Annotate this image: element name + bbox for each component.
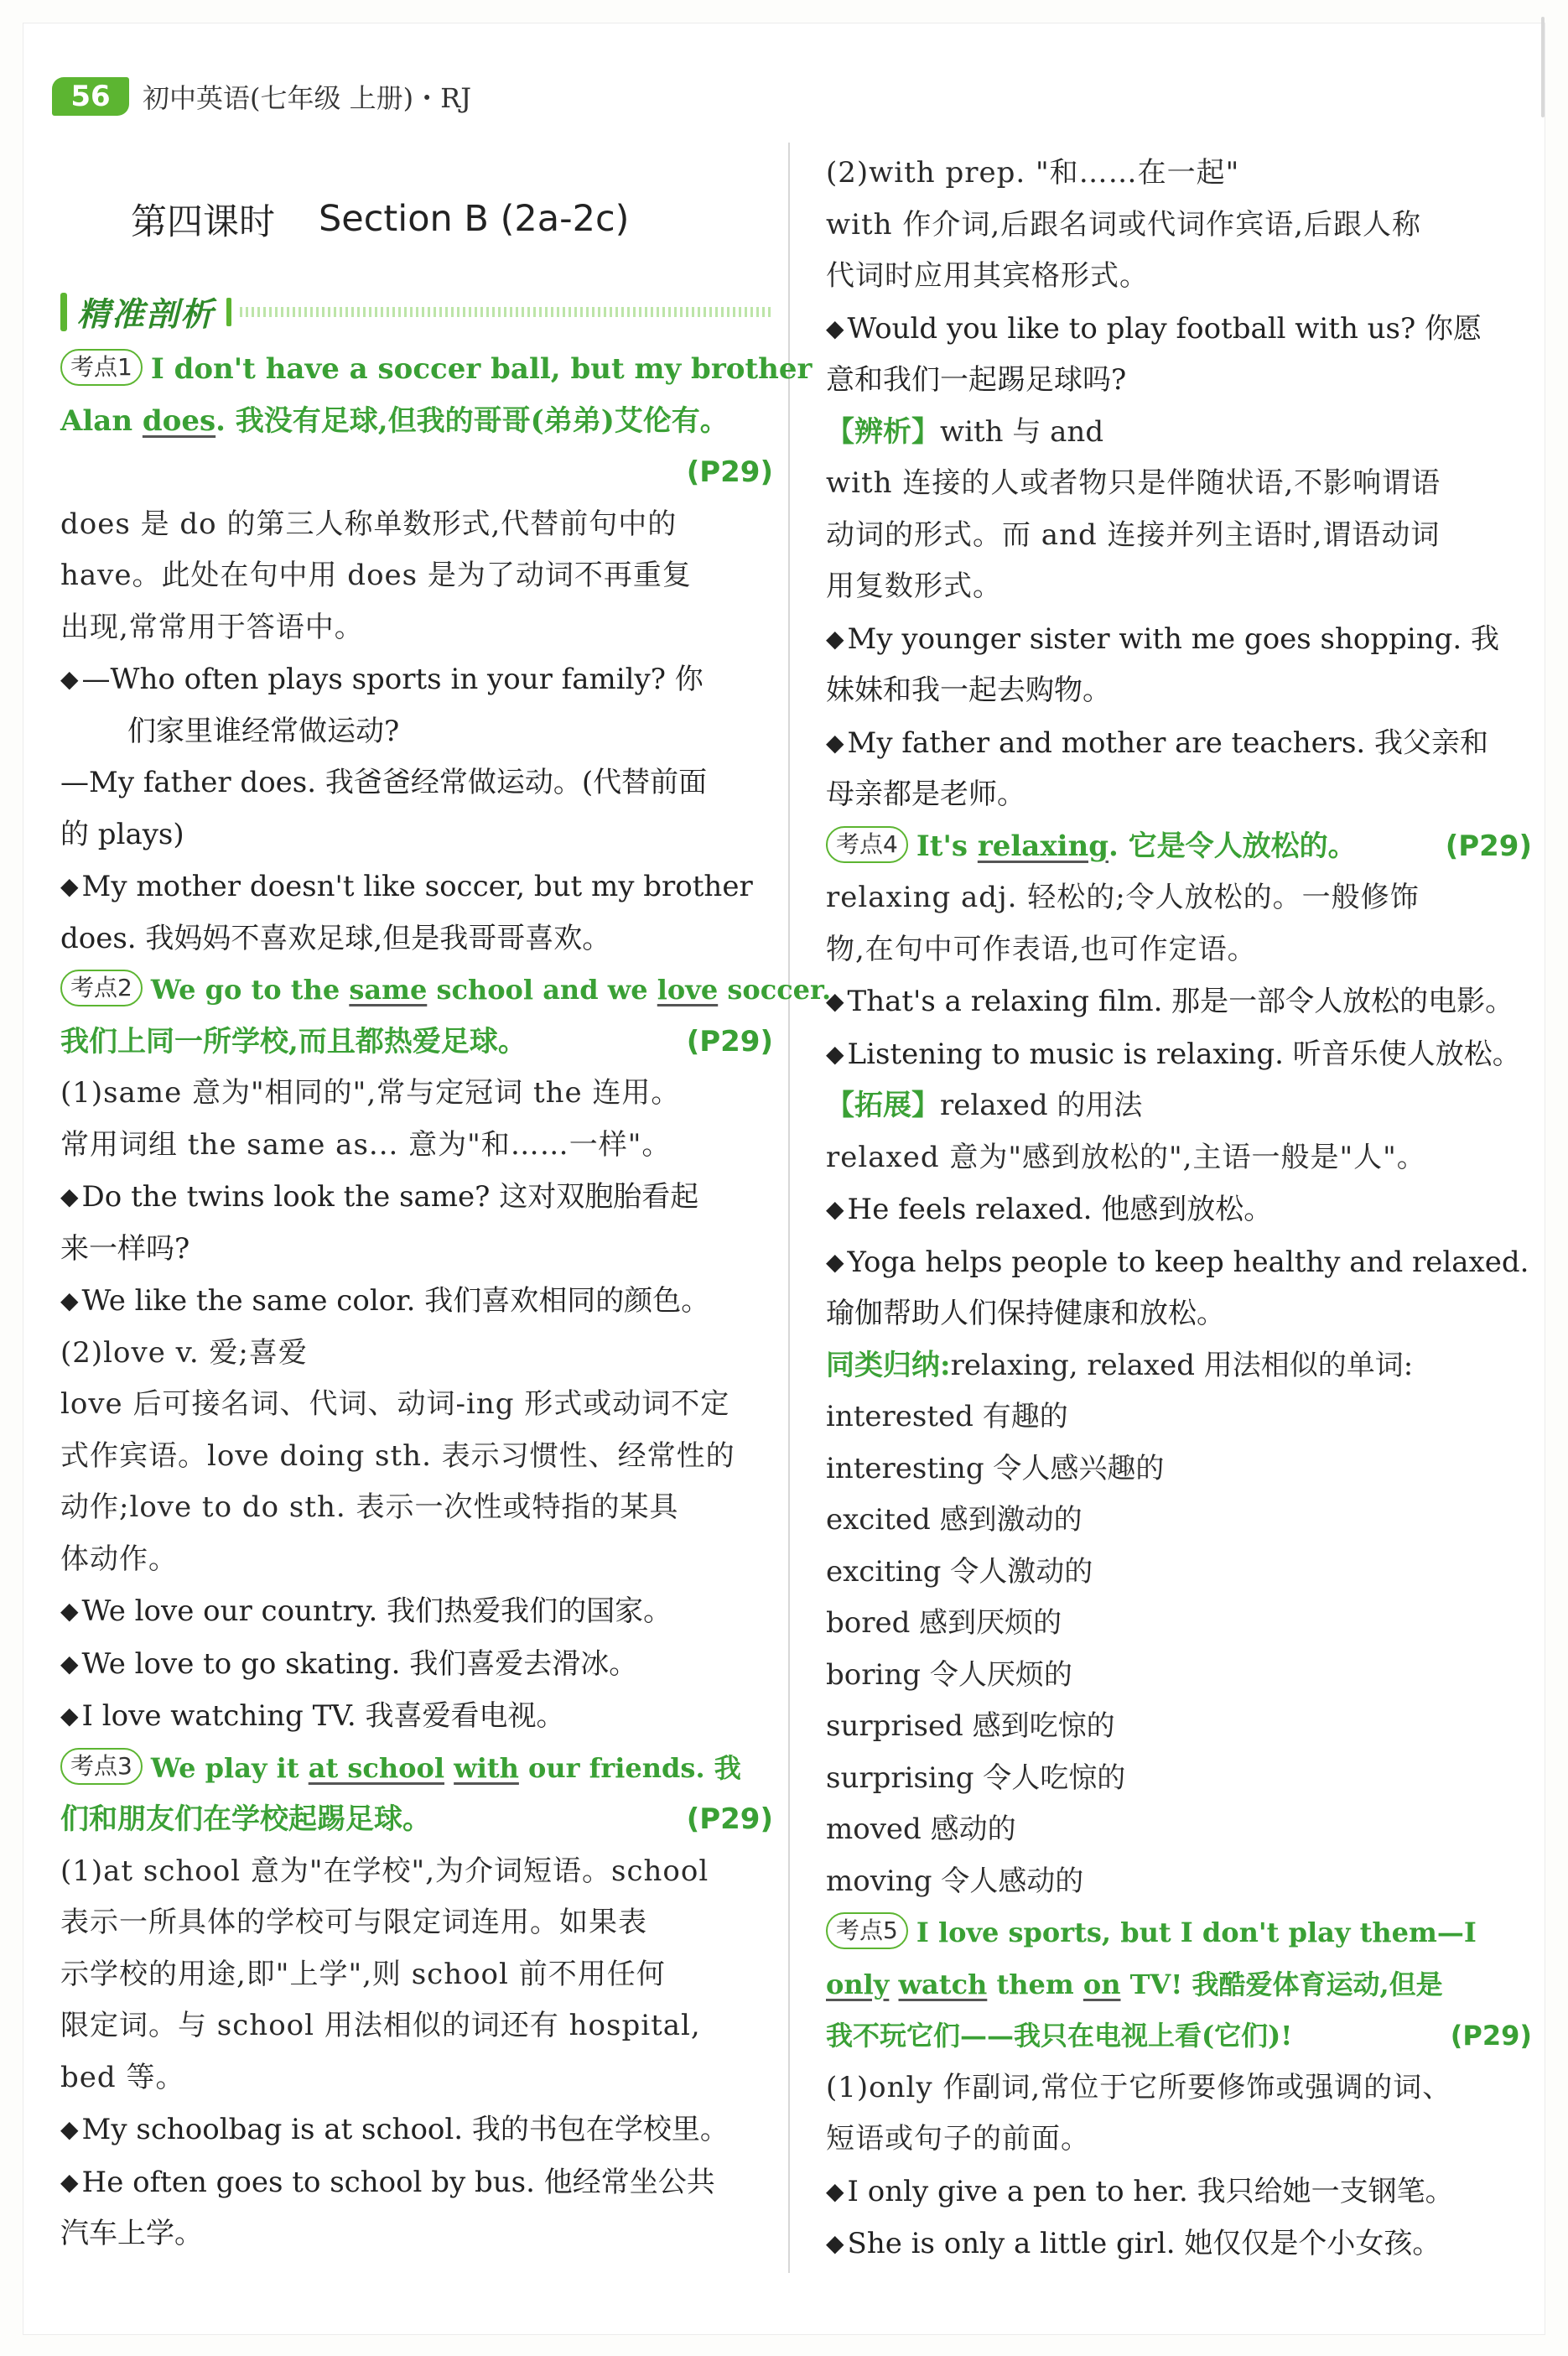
- explanation: love 后可接名词、代词、动词-ing 形式或动词不定: [60, 1387, 730, 1421]
- diamond-icon: ◆: [826, 1039, 844, 1068]
- explanation: 动词的形式。而 and 连接并列主语时,谓语动词: [826, 517, 1441, 552]
- word-item: exciting 令人激动的: [826, 1554, 1093, 1589]
- page-header: [52, 77, 471, 116]
- key-point-badge: 考点4: [826, 826, 908, 863]
- left-column: [60, 151, 832, 2260]
- example: ◆ I only give a pen to her. 我只给她一支钢笔。: [826, 2174, 1454, 2208]
- key-point-4: [826, 821, 1532, 1908]
- underlined-word: with: [454, 1751, 519, 1784]
- key-point-heading-cont: [60, 396, 773, 448]
- explanation: 限定词。与 school 用法相似的词还有 hospital,: [60, 2009, 701, 2042]
- page-ref: (P29): [686, 1024, 773, 1058]
- word-item: surprising 令人吃惊的: [826, 1760, 1126, 1795]
- explanation: 常用词组 the same as... 意为"和……一样"。: [60, 1127, 672, 1162]
- key-point-3: [60, 1743, 773, 2260]
- explanation: 示学校的用途,即"上学",则 school 前不用任何: [60, 1957, 666, 1991]
- lesson-title: [131, 186, 773, 252]
- key-point-badge: 考点2: [60, 970, 143, 1006]
- example: ◆ We like the same color. 我们喜欢相同的颜色。: [60, 1284, 710, 1318]
- book-title: 初中英语(七年级 上册)・RJ: [143, 82, 472, 114]
- section-label: 精准剖析: [77, 296, 215, 334]
- word-item: interesting 令人感兴趣的: [826, 1451, 1165, 1485]
- key-point-5: [826, 1907, 1532, 2270]
- explanation: 用复数形式。: [826, 569, 1002, 603]
- explanation: 动作;love to do sth. 表示一次性或特指的某具: [60, 1490, 679, 1524]
- example: ◆ She is only a little girl. 她仅仅是个小女孩。: [826, 2227, 1441, 2260]
- example-cont: 汽车上学。: [60, 2217, 203, 2250]
- diamond-icon: ◆: [826, 624, 844, 653]
- key-point-badge: 考点5: [826, 1912, 908, 1949]
- key-sentence: . 我没有足球,但我的哥哥(弟弟)艾伦有。: [215, 403, 729, 438]
- example: ◆ My father and mother are teachers. 我父亲和: [826, 726, 1489, 760]
- key-point-heading-cont: only watch them on TV! 我酷爱体育运动,但是: [826, 1968, 1443, 2000]
- example-cont: 来一样吗?: [60, 1231, 190, 1266]
- example: ◆ Listening to music is relaxing. 听音乐使人放松。: [826, 1037, 1521, 1071]
- explanation: (1)only 作副词,常位于它所要修饰或强调的词、: [826, 2070, 1452, 2104]
- word-item: moved 感动的: [826, 1813, 1016, 1846]
- explanation: relaxing adj. 轻松的;令人放松的。一般修饰: [826, 881, 1420, 914]
- explanation: 表示一所具体的学校可与限定词连用。如果表: [60, 1906, 647, 1939]
- example-cont: 的 plays): [60, 817, 184, 851]
- explanation: bed 等。: [60, 2060, 185, 2094]
- explanation: 体动作。: [60, 1542, 178, 1576]
- example-cont: 妹妹和我一起去购物。: [826, 674, 1111, 707]
- word-item: excited 感到激动的: [826, 1503, 1083, 1537]
- section-bar-icon: [60, 293, 67, 331]
- key-sentence: Alan: [60, 403, 143, 438]
- example: ◆ We love to go skating. 我们喜爱去滑冰。: [60, 1646, 638, 1681]
- key-point-badge: 考点1: [60, 349, 143, 386]
- key-point-1: [60, 344, 813, 965]
- diamond-icon: ◆: [826, 728, 844, 757]
- example: ◆ I love watching TV. 我喜爱看电视。: [60, 1699, 565, 1733]
- page-number: 56: [52, 77, 129, 116]
- diamond-icon: ◆: [60, 2115, 79, 2143]
- key-point-heading-cont: 我们上同一所学校,而且都热爱足球。 (P29): [60, 1017, 773, 1069]
- underlined-word: only: [826, 1968, 890, 2000]
- example: ◆ Yoga helps people to keep healthy and relaxed.: [826, 1245, 1529, 1279]
- word-item: moving 令人感动的: [826, 1864, 1084, 1898]
- section-bar-icon: [226, 298, 231, 326]
- diamond-icon: ◆: [60, 1702, 79, 1729]
- underlined-word: love: [657, 974, 719, 1006]
- underlined-word: on: [1083, 1968, 1121, 2000]
- analysis-label: 【辨析】: [826, 414, 940, 449]
- key-point-heading: 考点3 We play it at school with our friends. 我: [60, 1743, 773, 1795]
- extension-label: 【拓展】: [826, 1089, 940, 1122]
- example-cont: —My father does. 我爸爸经常做运动。(代替前面: [60, 766, 708, 799]
- lesson-title-part1: 第四课时: [131, 200, 275, 243]
- diamond-icon: ◆: [826, 2177, 844, 2205]
- diamond-icon: ◆: [60, 2167, 79, 2196]
- diamond-icon: ◆: [60, 1597, 79, 1625]
- page-ref: (P29): [686, 455, 773, 489]
- word-item: boring 令人厌烦的: [826, 1657, 1072, 1692]
- example-cont: 瑜伽帮助人们保持健康和放松。: [826, 1297, 1225, 1330]
- example-cont: 母亲都是老师。: [826, 778, 1025, 811]
- diamond-icon: ◆: [826, 1195, 844, 1223]
- page-edge: [1541, 17, 1545, 117]
- example: ◆ Would you like to play football with us? 你愿: [826, 311, 1482, 346]
- example: ◆ —Who often plays sports in your family? 你: [60, 663, 704, 696]
- explanation: (2)with prep. "和……在一起": [826, 156, 1240, 190]
- explanation: 出现,常常用于答语中。: [60, 610, 364, 644]
- key-point-heading: 考点2 We go to the same school and we love soccer.: [60, 965, 773, 1017]
- example: ◆ He feels relaxed. 他感到放松。: [826, 1193, 1273, 1226]
- example: ◆ He often goes to school by bus. 他经常坐公共: [60, 2165, 715, 2199]
- page-ref: (P29): [1445, 829, 1532, 863]
- explanation: 式作宾语。love doing sth. 表示习惯性、经常性的: [60, 1438, 735, 1473]
- diamond-icon: ◆: [60, 1287, 79, 1314]
- underlined-word: same: [349, 974, 428, 1006]
- explanation: (1)at school 意为"在学校",为介词短语。school: [60, 1854, 709, 1888]
- explanation: (2)love v. 爱;喜爱: [60, 1335, 308, 1370]
- page-ref: (P29): [686, 1802, 773, 1836]
- diamond-icon: ◆: [826, 1247, 844, 1276]
- key-sentence: I don't have a soccer ball, but my brother: [150, 352, 813, 386]
- example: ◆ My mother doesn't like soccer, but my brother: [60, 870, 753, 903]
- diamond-icon: ◆: [60, 872, 79, 900]
- extension-heading: 【拓展】relaxed 的用法: [826, 1089, 1143, 1122]
- dotted-rule: [240, 307, 773, 317]
- word-item: bored 感到厌烦的: [826, 1606, 1062, 1640]
- example-cont: 意和我们一起踢足球吗?: [826, 363, 1127, 397]
- underlined-word: at school: [308, 1751, 444, 1784]
- explanation: (1)same 意为"相同的",常与定冠词 the 连用。: [60, 1076, 681, 1110]
- diamond-icon: ◆: [60, 1649, 79, 1677]
- underlined-word: does: [142, 403, 216, 438]
- section-header: [60, 287, 773, 337]
- with-usage: [826, 148, 1532, 821]
- key-point-heading: [60, 344, 813, 396]
- example-cont: does. 我妈妈不喜欢足球,但是我哥哥喜欢。: [60, 921, 611, 955]
- lesson-title-part2: Section B (2a-2c): [319, 198, 630, 240]
- underlined-word: relaxing: [977, 829, 1109, 863]
- diamond-icon: ◆: [60, 1183, 79, 1210]
- explanation: does 是 do 的第三人称单数形式,代替前句中的: [60, 507, 678, 541]
- example: ◆ My younger sister with me goes shopping. 我: [826, 622, 1500, 656]
- explanation: have。此处在句中用 does 是为了动词不再重复: [60, 559, 692, 592]
- word-item: surprised 感到吃惊的: [826, 1709, 1115, 1743]
- example: ◆ That's a relaxing film. 那是一部令人放松的电影。: [826, 985, 1514, 1018]
- right-column: [826, 148, 1532, 2270]
- key-point-heading: 考点4 It's relaxing. 它是令人放松的。 (P29): [826, 821, 1532, 873]
- key-point-badge: 考点3: [60, 1748, 143, 1785]
- example-cont: 们家里谁经常做运动?: [127, 714, 400, 748]
- underlined-word: watch: [898, 1968, 988, 2000]
- explanation: 代词时应用其宾格形式。: [826, 259, 1149, 293]
- key-point-heading-cont: 我不玩它们——我只在电视上看(它们)! (P29): [826, 2010, 1532, 2062]
- summary-heading: 同类归纳:relaxing, relaxed 用法相似的单词:: [826, 1348, 1414, 1382]
- explanation: relaxed 意为"感到放松的",主语一般是"人"。: [826, 1140, 1426, 1174]
- diamond-icon: ◆: [826, 987, 844, 1015]
- explanation: with 连接的人或者物只是伴随状语,不影响谓语: [826, 466, 1441, 500]
- key-point-2: [60, 965, 832, 1743]
- summary-label: 同类归纳:: [826, 1348, 951, 1382]
- column-divider: [788, 143, 790, 2273]
- explanation: with 作介词,后跟名词或代词作宾语,后跟人称: [826, 207, 1421, 242]
- key-point-heading: 考点5 I love sports, but I don't play them—I: [826, 1907, 1532, 1959]
- page-ref: (P29): [1450, 2020, 1532, 2052]
- key-point-heading-cont: 们和朋友们在学校起踢足球。 (P29): [60, 1794, 773, 1846]
- example: ◆ My schoolbag is at school. 我的书包在学校里。: [60, 2113, 729, 2146]
- diamond-icon: ◆: [60, 665, 79, 693]
- diamond-icon: ◆: [826, 2229, 844, 2257]
- example: ◆ We love our country. 我们热爱我们的国家。: [60, 1594, 672, 1628]
- diamond-icon: ◆: [826, 314, 844, 342]
- analysis-heading: 【辨析】with 与 and: [826, 414, 1104, 449]
- example: ◆ Do the twins look the same? 这对双胞胎看起: [60, 1180, 699, 1214]
- explanation: 短语或句子的前面。: [826, 2122, 1090, 2156]
- explanation: 物,在句中可作表语,也可作定语。: [826, 932, 1257, 966]
- word-item: interested 有趣的: [826, 1400, 1068, 1433]
